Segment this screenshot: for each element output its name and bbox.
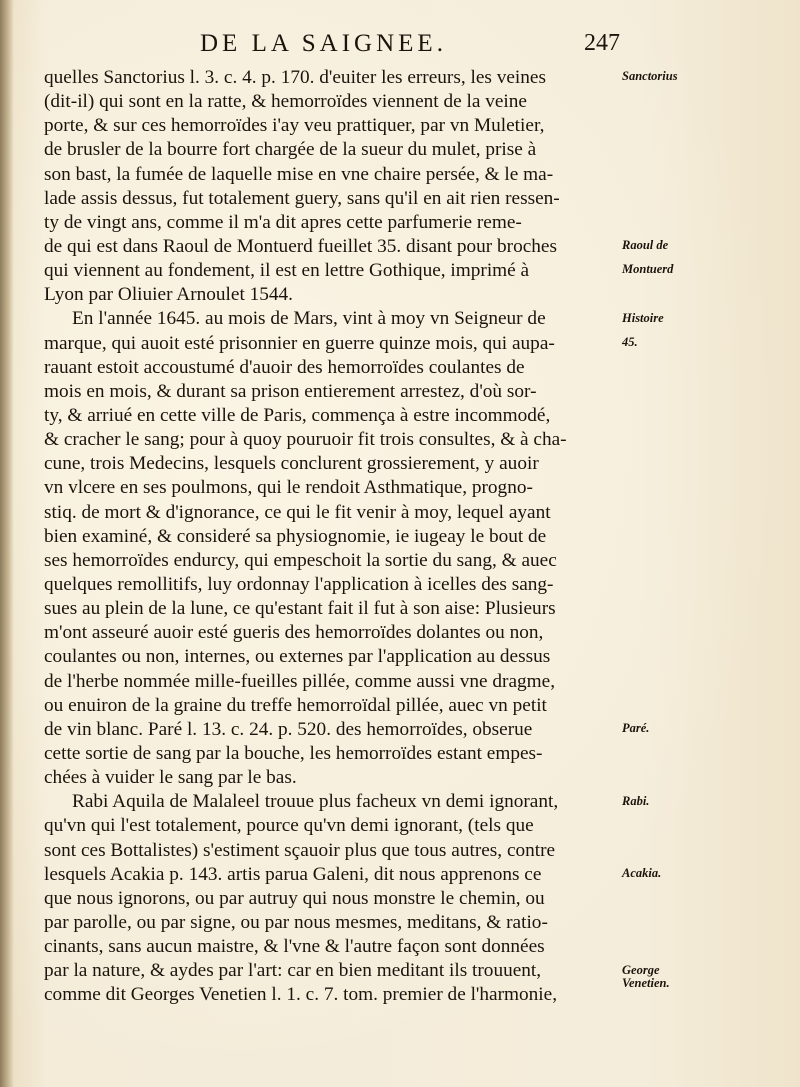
text-line: ty, & arriué en cette ville de Paris, commença à estre incommodé, — [44, 404, 551, 426]
text-line: de l'herbe nommée mille-fueilles pillée, comme aussi vne dragme, — [44, 670, 556, 692]
text-line: En l'année 1645. au mois de Mars, vint à moy vn Seigneur de — [72, 308, 546, 330]
page-gutter-shadow — [0, 0, 14, 1087]
running-title: DE LA SAIGNEE. — [200, 30, 447, 57]
text-line: mois en mois, & durant sa prison entierement arrestez, d'où sor- — [44, 380, 537, 402]
margin-note — [622, 239, 668, 252]
text-line: par parolle, ou par signe, ou par nous mesmes, meditans, & ratio- — [44, 911, 548, 933]
running-head — [200, 30, 620, 60]
body-text — [44, 66, 619, 1007]
text-line: vn vlcere en ses poulmons, qui le rendoit Asthmatique, progno- — [44, 477, 533, 499]
text-line: sont ces Bottalistes) s'estiment sçauoir plus que tous autres, contre — [44, 839, 556, 861]
text-line: comme dit Georges Venetien l. 1. c. 7. tom. premier de l'harmonie, — [44, 984, 558, 1006]
text-line: & cracher le sang; pour à quoy pouruoir fit trois consultes, & à cha- — [44, 429, 567, 451]
text-line: rauant estoit accoustumé d'auoir des hemorroïdes coulantes de — [44, 356, 525, 378]
page-number: 247 — [584, 30, 620, 56]
text-line: cinants, sans aucun maistre, & l'vne & l'autre façon sont données — [44, 936, 545, 958]
text-line: marque, qui auoit esté prisonnier en guerre quinze mois, qui aupa- — [44, 332, 555, 354]
text-line: Rabi Aquila de Malaleel trouue plus facheux vn demi ignorant, — [72, 791, 559, 813]
margin-note-text: Venetien. — [622, 975, 670, 990]
text-line: ty de vingt ans, comme il m'a dit apres cette parfumerie reme- — [44, 211, 522, 233]
margin-note-text: Paré. — [622, 721, 650, 736]
margin-note-text: George — [622, 962, 660, 977]
text-line: porte, & sur ces hemorroïdes i'ay veu prattiquer, par vn Muletier, — [44, 115, 545, 137]
margin-note-text: Rabi. — [622, 793, 650, 808]
text-line: par la nature, & aydes par l'art: car en bien meditant ils trouuent, — [44, 960, 542, 982]
text-line: quelques remollitifs, luy ordonnay l'application à icelles des sang- — [44, 573, 554, 595]
margin-note-text: Histoire — [622, 310, 664, 325]
margin-note-text: Acakia. — [622, 865, 662, 880]
margin-note — [622, 263, 673, 276]
text-line: Lyon par Oliuier Arnoulet 1544. — [44, 284, 294, 306]
margin-note — [622, 964, 670, 990]
text-line: de brusler de la bourre fort chargée de la sueur du mulet, prise à — [44, 139, 537, 161]
margin-note — [622, 795, 649, 808]
text-line: lesquels Acakia p. 143. artis parua Galeni, dit nous apprenons ce — [44, 863, 542, 885]
margin-note — [622, 312, 664, 325]
text-line: cette sortie de sang par la bouche, les hemorroïdes estant empes- — [44, 742, 543, 764]
margin-note — [622, 70, 678, 83]
text-line: que nous ignorons, ou par autruy qui nous monstre le chemin, ou — [44, 887, 545, 909]
text-line: de qui est dans Raoul de Montuerd fueillet 35. disant pour broches — [44, 235, 557, 257]
text-line: son bast, la fumée de laquelle mise en vne chaire persée, & le ma- — [44, 163, 554, 185]
text-line: ou enuiron de la graine du treffe hemorroïdal pillée, auec vn petit — [44, 694, 547, 716]
margin-note — [622, 867, 661, 880]
margin-note-text: Raoul de — [622, 238, 669, 253]
text-line: qui viennent au fondement, il est en lettre Gothique, imprimé à — [44, 260, 530, 282]
text-line: m'ont asseuré auoir esté gueris des hemorroïdes dolantes ou non, — [44, 622, 544, 644]
text-line: ses hemorroïdes endurcy, qui empeschoit la sortie du sang, & auec — [44, 549, 557, 571]
text-line: chées à vuider le sang par le bas. — [44, 767, 297, 789]
margin-note-text: Sanctorius — [622, 69, 678, 83]
text-line: cune, trois Medecins, lesquels conclurent grossierement, y auoir — [44, 453, 539, 475]
text-line: de vin blanc. Paré l. 13. c. 24. p. 520. des hemorroïdes, obserue — [44, 718, 533, 740]
text-line: (dit-il) qui sont en la ratte, & hemorroïdes viennent de la veine — [44, 91, 527, 113]
margin-note — [622, 336, 638, 349]
text-line: coulantes ou non, internes, ou externes par l'application au dessus — [44, 646, 551, 668]
text-line: qu'vn qui l'est totalement, pource qu'vn demi ignorant, (tels que — [44, 815, 534, 837]
margin-note-text: Montuerd — [622, 262, 674, 277]
text-line: lade assis dessus, fut totalement guery, sans qu'il en ait rien ressen- — [44, 187, 560, 209]
text-line: sues au plein de la lune, ce qu'estant fait il fut à son aise: Plusieurs — [44, 598, 556, 620]
text-line: quelles Sanctorius l. 3. c. 4. p. 170. d'euiter les erreurs, les veines — [44, 67, 546, 88]
margin-note-text: 45. — [622, 334, 638, 349]
text-line: stiq. de mort & d'ignorance, ce qui le fit venir à moy, lequel ayant — [44, 501, 551, 523]
margin-note — [622, 722, 649, 735]
text-line: bien examiné, & consideré sa physiognomie, ie iugeay le bout de — [44, 525, 547, 547]
